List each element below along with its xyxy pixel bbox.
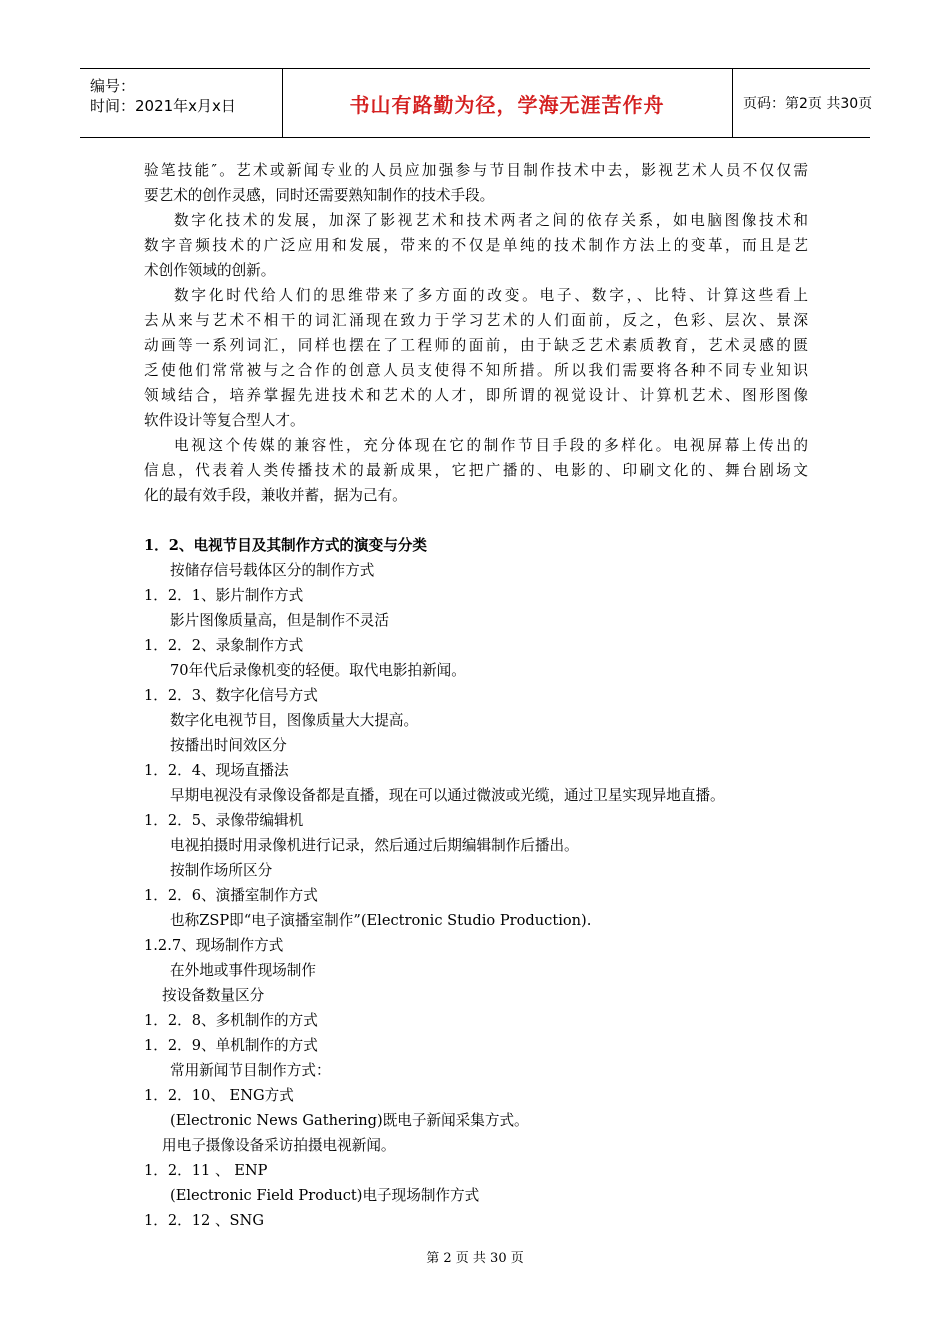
body-line: 信息，代表着人类传播技术的最新成果，它把广播的、电影的、印刷文化的、舞台剧场文 <box>144 462 808 479</box>
subsection-heading: 1．2．2、录象制作方式 <box>144 637 304 654</box>
body-line: 也称ZSP即“电子演播室制作”(Electronic Studio Production). <box>170 912 592 929</box>
subsection-heading: 1．2．1、影片制作方式 <box>144 587 304 604</box>
subsection-heading: 1．2．3、数字化信号方式 <box>144 687 318 704</box>
body-line: (Electronic Field Product)电子现场制作方式 <box>170 1187 480 1204</box>
header-motto: 书山有路勤为径，学海无涯苦作舟 <box>349 92 665 117</box>
header-page-info: 页码：第2页 共30页 <box>743 96 873 112</box>
body-line: 数字化电视节目，图像质量大大提高。 <box>170 712 419 729</box>
subsection-heading: 1．2．8、多机制作的方式 <box>144 1012 318 1029</box>
body-line: 按播出时间效区分 <box>170 737 287 754</box>
body-line: 术创作领域的创新。 <box>144 262 276 279</box>
section-heading: 1．2、电视节目及其制作方式的演变与分类 <box>144 537 427 554</box>
body-line: 软件设计等复合型人才。 <box>144 412 305 429</box>
body-line: 电视这个传媒的兼容性，充分体现在它的制作节目手段的多样化。电视屏幕上传出的 <box>174 437 808 454</box>
subsection-heading: 1．2．11 、 ENP <box>144 1162 268 1179</box>
body-line: 验笔技能″。艺术或新闻专业的人员应加强参与节目制作技术中去，影视艺术人员不仅仅需 <box>144 162 808 179</box>
body-line: 数字化技术的发展，加深了影视艺术和技术两者之间的依存关系，如电脑图像技术和 <box>174 212 808 229</box>
body-line: 按储存信号载体区分的制作方式 <box>170 562 375 579</box>
body-line: 用电子摄像设备采访拍摄电视新闻。 <box>162 1137 396 1154</box>
body-line: 乏使他们常常被与之合作的创意人员支使得不知所措。所以我们需要将各种不同专业知识 <box>144 362 808 379</box>
time-label: 时间：2021年x月x日 <box>90 97 236 115</box>
body-line: 数字音频技术的广泛应用和发展，带来的不仅是单纯的技术制作方法上的变革，而且是艺 <box>144 237 808 254</box>
body-line: 动画等一系列词汇，同样也摆在了工程师的面前，由于缺乏艺术素质教育，艺术灵感的匮 <box>144 337 808 354</box>
body-line: 70年代后录像机变的轻便。取代电影拍新闻。 <box>170 662 466 679</box>
body-line: 常用新闻节目制作方式： <box>170 1062 331 1079</box>
page-footer: 第 2 页 共 30 页 <box>426 1251 524 1266</box>
body-line: 早期电视没有录像设备都是直播，现在可以通过微波或光缆，通过卫星实现异地直播。 <box>170 787 725 804</box>
body-line: 去从来与艺术不相干的词汇涌现在致力于学习艺术的人们面前，反之，色彩、层次、景深 <box>144 312 808 329</box>
subsection-heading: 1．2．9、单机制作的方式 <box>144 1037 318 1054</box>
subsection-heading: 1．2．10、 ENG方式 <box>144 1087 294 1104</box>
subsection-heading: 1.2.7、现场制作方式 <box>144 937 284 954</box>
body-line: 要艺术的创作灵感，同时还需要熟知制作的技术手段。 <box>144 187 495 204</box>
header-motto-cell <box>282 69 733 137</box>
body-line: 领域结合，培养掌握先进技术和艺术的人才，即所谓的视觉设计、计算机艺术、图形图像 <box>144 387 808 404</box>
body-line: 电视拍摄时用录像机进行记录，然后通过后期编辑制作后播出。 <box>170 837 579 854</box>
body-line: (Electronic News Gathering)既电子新闻采集方式。 <box>170 1112 529 1129</box>
body-line: 影片图像质量高，但是制作不灵活 <box>170 612 389 629</box>
subsection-heading: 1．2．4、现场直播法 <box>144 762 289 779</box>
body-line: 按设备数量区分 <box>162 987 265 1004</box>
subsection-heading: 1．2．6、演播室制作方式 <box>144 887 318 904</box>
body-line: 化的最有效手段，兼收并蓄，据为己有。 <box>144 487 407 504</box>
subsection-heading: 1．2．12 、SNG <box>144 1212 264 1229</box>
body-line: 数字化时代给人们的思维带来了多方面的改变。电子、数字，、比特、计算这些看上 <box>174 287 808 304</box>
page-header <box>80 68 873 138</box>
number-label: 编号： <box>90 77 136 95</box>
subsection-heading: 1．2．5、录像带编辑机 <box>144 812 304 829</box>
body-line: 按制作场所区分 <box>170 862 273 879</box>
header-left-cell <box>80 69 283 137</box>
header-page-cell <box>733 69 873 137</box>
body-line: 在外地或事件现场制作 <box>170 962 316 979</box>
